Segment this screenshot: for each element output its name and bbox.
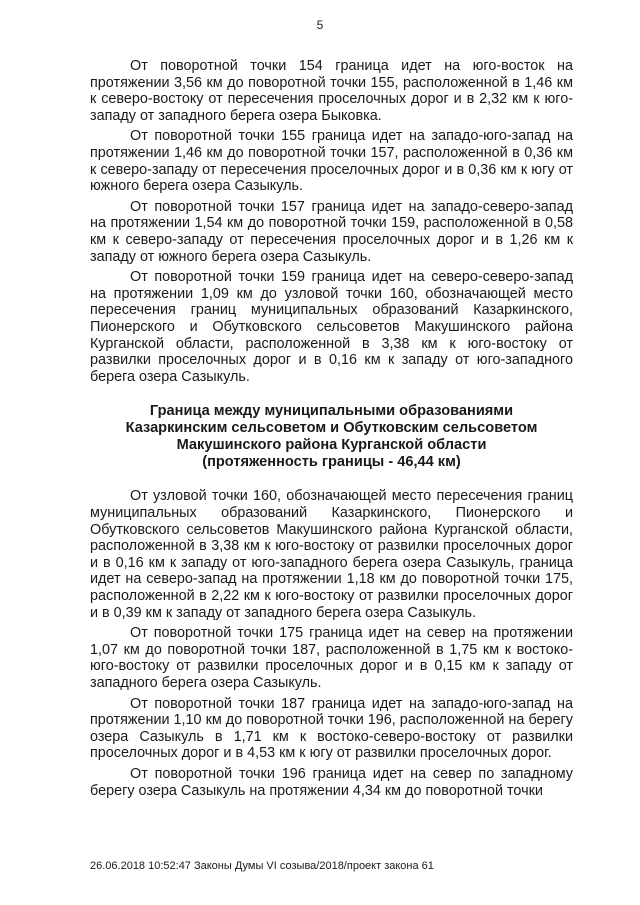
paragraph: От поворотной точки 196 граница идет на север по западному берегу озера Сазыкуль на протяжении 4,34 км до поворотной точки <box>90 765 573 799</box>
page-number: 5 <box>316 18 324 32</box>
heading-line: Макушинского района Курганской области <box>176 436 487 453</box>
section-heading <box>90 403 573 470</box>
heading-line: Граница между муниципальными образованиями <box>149 403 514 420</box>
paragraph: От узловой точки 160, обозначающей место пересечения границ муниципальных образований Казаркинского, Пионерского и Обутковского сельсоветов Макушинского района Курганской области, расположенной в 3,38 км к юго-востоку от развилки проселочных дорог и в 0,16 км к западу от юго-западного берега озера Сазыкуль, граница идет на северо-запад на протяжении 1,18 км до поворотной точки 175, расположенной в 2,22 км к юго-востоку от развилки проселочных дорог и в 0,39 км к западу от западного берега озера Сазыкуль. <box>90 488 573 621</box>
document-body <box>90 58 573 803</box>
paragraph: От поворотной точки 175 граница идет на север на протяжении 1,07 км до поворотной точки 187, расположенной в 1,75 км к востоко-юго-востоку от развилки проселочных дорог и в 0,15 км к западу от западного берега озера Сазыкуль. <box>90 625 573 691</box>
paragraph: От поворотной точки 154 граница идет на юго-восток на протяжении 3,56 км до поворотной точки 155, расположенной в 1,46 км к северо-востоку от пересечения проселочных дорог и в 2,32 км к юго-западу от западного берега озера Быковка. <box>90 58 573 124</box>
paragraph: От поворотной точки 155 граница идет на западо-юго-запад на протяжении 1,46 км до поворотной точки 157, расположенной в 0,36 км к северо-западу от пересечения проселочных дорог и в 0,36 км к югу от южного берега озера Сазыкуль. <box>90 128 573 195</box>
paragraph: От поворотной точки 187 граница идет на западо-юго-запад на протяжении 1,10 км до поворотной точки 196, расположенной на берегу озера Сазыкуль в 1,71 км к востоко-северо-востоку от развилки проселочных дорог и в 4,53 км к югу от развилки проселочных дорог. <box>90 695 573 762</box>
document-footer: 26.06.2018 10:52:47 Законы Думы VI созыва/2018/проект закона 61 <box>90 860 434 872</box>
heading-length-note: (протяженность границы - 46,44 км) <box>202 453 461 470</box>
heading-line: Казаркинским сельсоветом и Обутковским сельсоветом <box>125 420 538 437</box>
paragraph: От поворотной точки 157 граница идет на западо-северо-запад на протяжении 1,54 км до поворотной точки 159, расположенной в 0,58 км к северо-западу от пересечения проселочных дорог и в 1,26 км к западу от южного берега озера Сазыкуль. <box>90 198 573 265</box>
paragraph: От поворотной точки 159 граница идет на северо-северо-запад на протяжении 1,09 км до узловой точки 160, обозначающей место пересечения границ муниципальных образований Казаркинского, Пионерского и Обутковского сельсоветов Макушинского района Курганской области, расположенной в 3,38 км к юго-востоку от развилки проселочных дорог и в 0,16 км к западу от юго-западного берега озера Сазыкуль. <box>90 269 573 385</box>
